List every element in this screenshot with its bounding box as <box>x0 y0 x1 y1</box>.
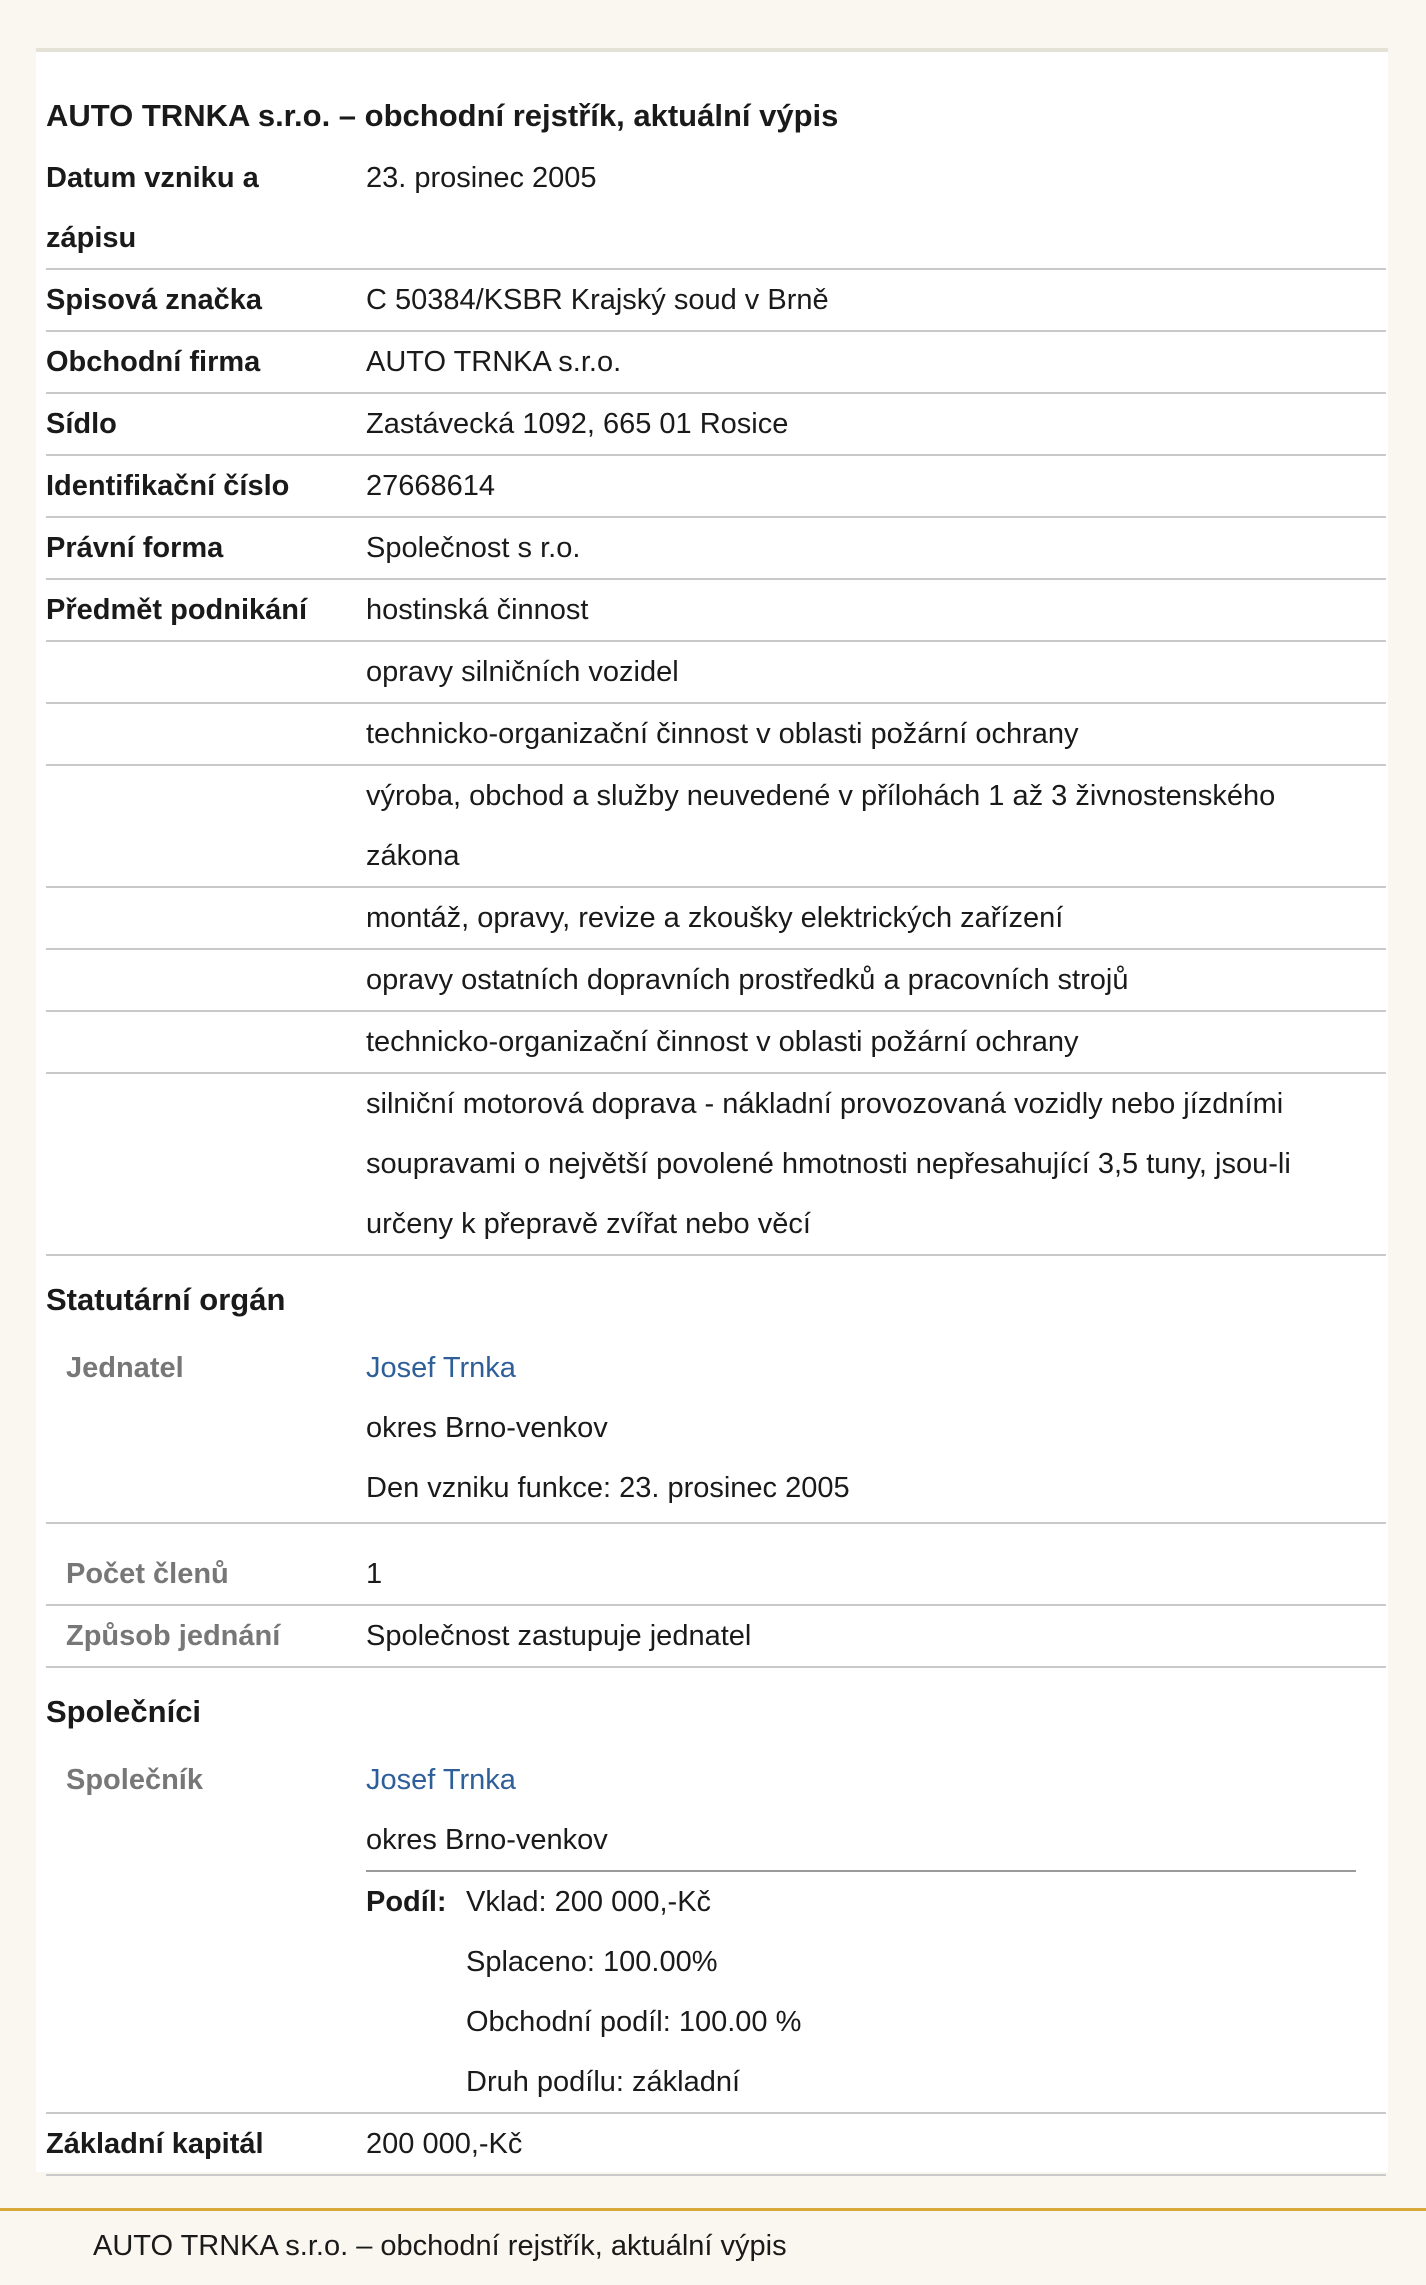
row-label: Předmět podnikání <box>46 594 308 626</box>
row-predmet-item <box>46 642 1386 704</box>
row-label: Obchodní firma <box>46 346 261 378</box>
predmet-item: montáž, opravy, revize a zkoušky elektrických zařízení <box>366 902 1064 934</box>
row-label: Základní kapitál <box>46 2128 264 2160</box>
person-link-spolecnik[interactable]: Josef Trnka <box>366 1764 516 1796</box>
person-link-jednatel[interactable]: Josef Trnka <box>366 1352 516 1384</box>
row-value: 23. prosinec 2005 <box>366 162 597 194</box>
person-district: okres Brno-venkov <box>366 1412 608 1444</box>
row-predmet-item <box>46 704 1386 766</box>
predmet-item: výroba, obchod a služby neuvedené v přílohách 1 až 3 živnostenského zákona <box>366 780 1276 872</box>
row-datum-vzniku <box>46 148 1386 270</box>
row-label: Spisová značka <box>46 284 262 316</box>
row-zpusob-jednani <box>46 1606 1386 1668</box>
row-sidlo <box>46 394 1386 456</box>
section-heading-spolecnici: Společníci <box>46 1694 202 1729</box>
document-content <box>46 96 1386 2176</box>
predmet-item: opravy silničních vozidel <box>366 656 679 688</box>
row-predmet-item <box>46 1074 1386 1256</box>
share-label: Podíl: <box>366 1886 447 1918</box>
row-value: 1 <box>366 1558 383 1590</box>
row-label: Společník <box>66 1764 203 1796</box>
row-label: Způsob jednání <box>66 1620 281 1652</box>
row-label: Datum vzniku a zápisu <box>46 162 259 254</box>
row-spolecnik <box>46 1750 1386 2114</box>
row-predmet-item <box>46 1012 1386 1074</box>
row-ico <box>46 456 1386 518</box>
row-predmet-item <box>46 888 1386 950</box>
row-jednatel <box>46 1338 1386 1524</box>
row-label-empty <box>46 950 366 1010</box>
person-district: okres Brno-venkov <box>366 1824 608 1856</box>
predmet-item: hostinská činnost <box>366 594 589 626</box>
row-pravni-forma <box>46 518 1386 580</box>
row-value: AUTO TRNKA s.r.o. <box>366 346 622 378</box>
row-label: Sídlo <box>46 408 117 440</box>
row-label: Jednatel <box>66 1352 184 1384</box>
row-value: 27668614 <box>366 470 496 502</box>
row-value <box>366 1750 1386 2112</box>
row-obchodni-firma <box>46 332 1386 394</box>
row-label-empty <box>46 1012 366 1072</box>
predmet-item: technicko-organizační činnost v oblasti požární ochrany <box>366 1026 1079 1058</box>
predmet-item: silniční motorová doprava - nákladní provozovaná vozidly nebo jízdními soupravami o největší povolené hmotnosti nepřesahující 3,5 tuny, jsou-li určeny k přepravě zvířat nebo věcí <box>366 1088 1291 1240</box>
share-block <box>366 1870 1356 2112</box>
row-pocet-clenu <box>46 1544 1386 1606</box>
row-label-empty <box>46 1074 366 1254</box>
share-deposit: Vklad: 200 000,-Kč <box>466 1886 712 1918</box>
row-predmet-podnikani <box>46 580 1386 642</box>
predmet-item: technicko-organizační činnost v oblasti požární ochrany <box>366 718 1079 750</box>
function-start: Den vzniku funkce: 23. prosinec 2005 <box>366 1472 850 1504</box>
predmet-item: opravy ostatních dopravních prostředků a pracovních strojů <box>366 964 1129 996</box>
page-title: AUTO TRNKA s.r.o. – obchodní rejstřík, aktuální výpis <box>46 98 839 133</box>
row-predmet-item <box>46 766 1386 888</box>
footer-text: AUTO TRNKA s.r.o. – obchodní rejstřík, aktuální výpis <box>93 2230 787 2262</box>
row-value: Společnost s r.o. <box>366 532 581 564</box>
row-label: Počet členů <box>66 1558 229 1590</box>
row-label-empty <box>46 704 366 764</box>
share-paid: Splaceno: 100.00% <box>466 1946 718 1978</box>
row-label-empty <box>46 766 366 886</box>
row-value: Společnost zastupuje jednatel <box>366 1620 752 1652</box>
section-heading-statutarni: Statutární orgán <box>46 1282 286 1317</box>
share-business: Obchodní podíl: 100.00 % <box>466 2006 802 2038</box>
footer <box>0 2208 1426 2285</box>
row-value: 200 000,-Kč <box>366 2128 523 2160</box>
row-value <box>366 1338 1386 1518</box>
share-details <box>466 1872 801 2112</box>
row-predmet-item <box>46 950 1386 1012</box>
row-spisova-znacka <box>46 270 1386 332</box>
row-value: Zastávecká 1092, 665 01 Rosice <box>366 408 789 440</box>
document-card <box>36 48 1388 2172</box>
row-label-empty <box>46 888 366 948</box>
row-label-empty <box>46 642 366 702</box>
row-label: Právní forma <box>46 532 224 564</box>
row-value: C 50384/KSBR Krajský soud v Brně <box>366 284 829 316</box>
row-zakladni-kapital <box>46 2114 1386 2176</box>
share-type: Druh podílu: základní <box>466 2066 741 2098</box>
spacer <box>46 1524 1386 1544</box>
row-label: Identifikační číslo <box>46 470 290 502</box>
